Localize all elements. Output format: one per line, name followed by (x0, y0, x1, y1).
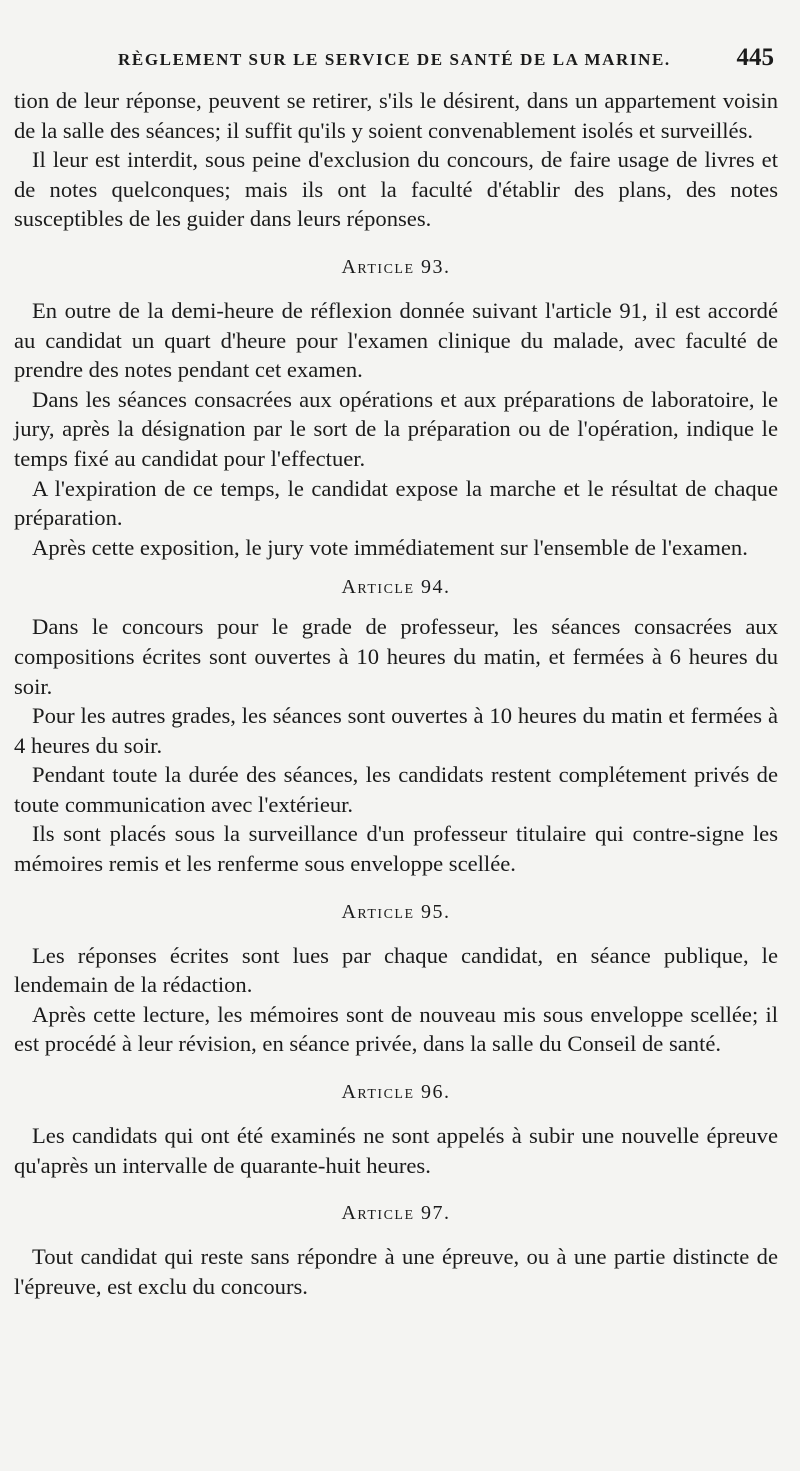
article-heading: Article 96. (341, 1081, 451, 1104)
running-head (0, 44, 800, 80)
paragraph: Pendant toute la durée des séances, les candidats restent complétement privés de toute communication avec l'extérieur. (14, 762, 778, 817)
paragraph: Les candidats qui ont été examinés ne sont appelés à subir une nouvelle épreuve qu'après un intervalle de quarante-huit heures. (14, 1123, 778, 1178)
paragraph: Tout candidat qui reste sans répondre à une épreuve, ou à une partie distincte de l'épreuve, est exclu du concours. (14, 1244, 778, 1299)
paragraph: En outre de la demi-heure de réflexion donnée suivant l'article 91, il est accordé au candidat un quart d'heure pour l'examen clinique du malade, avec faculté de prendre des notes pendant cet examen. (14, 297, 778, 383)
article-heading: Article 94. (341, 576, 451, 599)
paragraph: Ils sont placés sous la surveillance d'un professeur titulaire qui contre-signe les mémoires remis et les renferme sous enveloppe scellée. (14, 821, 778, 877)
page-number: 445 (736, 44, 774, 71)
page-body (14, 86, 778, 1301)
article-heading: Article 97. (341, 1202, 451, 1225)
paragraph: tion de leur réponse, peuvent se retirer, s'ils le désirent, dans un appartement voisin de la salle des séances; il suffit qu'ils y soient convenablement isolés et surveillés. (14, 88, 778, 143)
article-heading: Article 95. (341, 900, 451, 923)
article-heading: Article 93. (341, 255, 451, 278)
paragraph: Dans le concours pour le grade de professeur, les séances consacrées aux compositions écrites sont ouvertes à 10 heures du matin, et fermées à 6 heures du soir. (14, 614, 778, 699)
paragraph: Après cette lecture, les mémoires sont de nouveau mis sous enveloppe scellée; il est procédé à leur révision, en séance privée, dans la salle du Conseil de santé. (14, 1001, 778, 1057)
running-title: RÈGLEMENT SUR LE SERVICE DE SANTÉ DE LA MARINE. (118, 50, 671, 69)
paragraph: Après cette exposition, le jury vote immédiatement sur l'ensemble de l'examen. (32, 534, 748, 560)
paragraph: Dans les séances consacrées aux opérations et aux préparations de laboratoire, le jury, après la désignation par le sort de la préparation ou de l'opération, indique le temps fixé au candidat pour l'effectuer. (14, 386, 778, 471)
paragraph: Il leur est interdit, sous peine d'exclusion du concours, de faire usage de livres et de notes quelconques; mais ils ont la faculté d'établir des plans, des notes susceptibles de les guider dans leurs réponses. (14, 147, 778, 232)
paragraph: Les réponses écrites sont lues par chaque candidat, en séance publique, le lendemain de la rédaction. (14, 942, 778, 998)
paragraph: A l'expiration de ce temps, le candidat expose la marche et le résultat de chaque préparation. (14, 475, 778, 531)
paragraph: Pour les autres grades, les séances sont ouvertes à 10 heures du matin et fermées à 4 heures du soir. (14, 703, 778, 758)
